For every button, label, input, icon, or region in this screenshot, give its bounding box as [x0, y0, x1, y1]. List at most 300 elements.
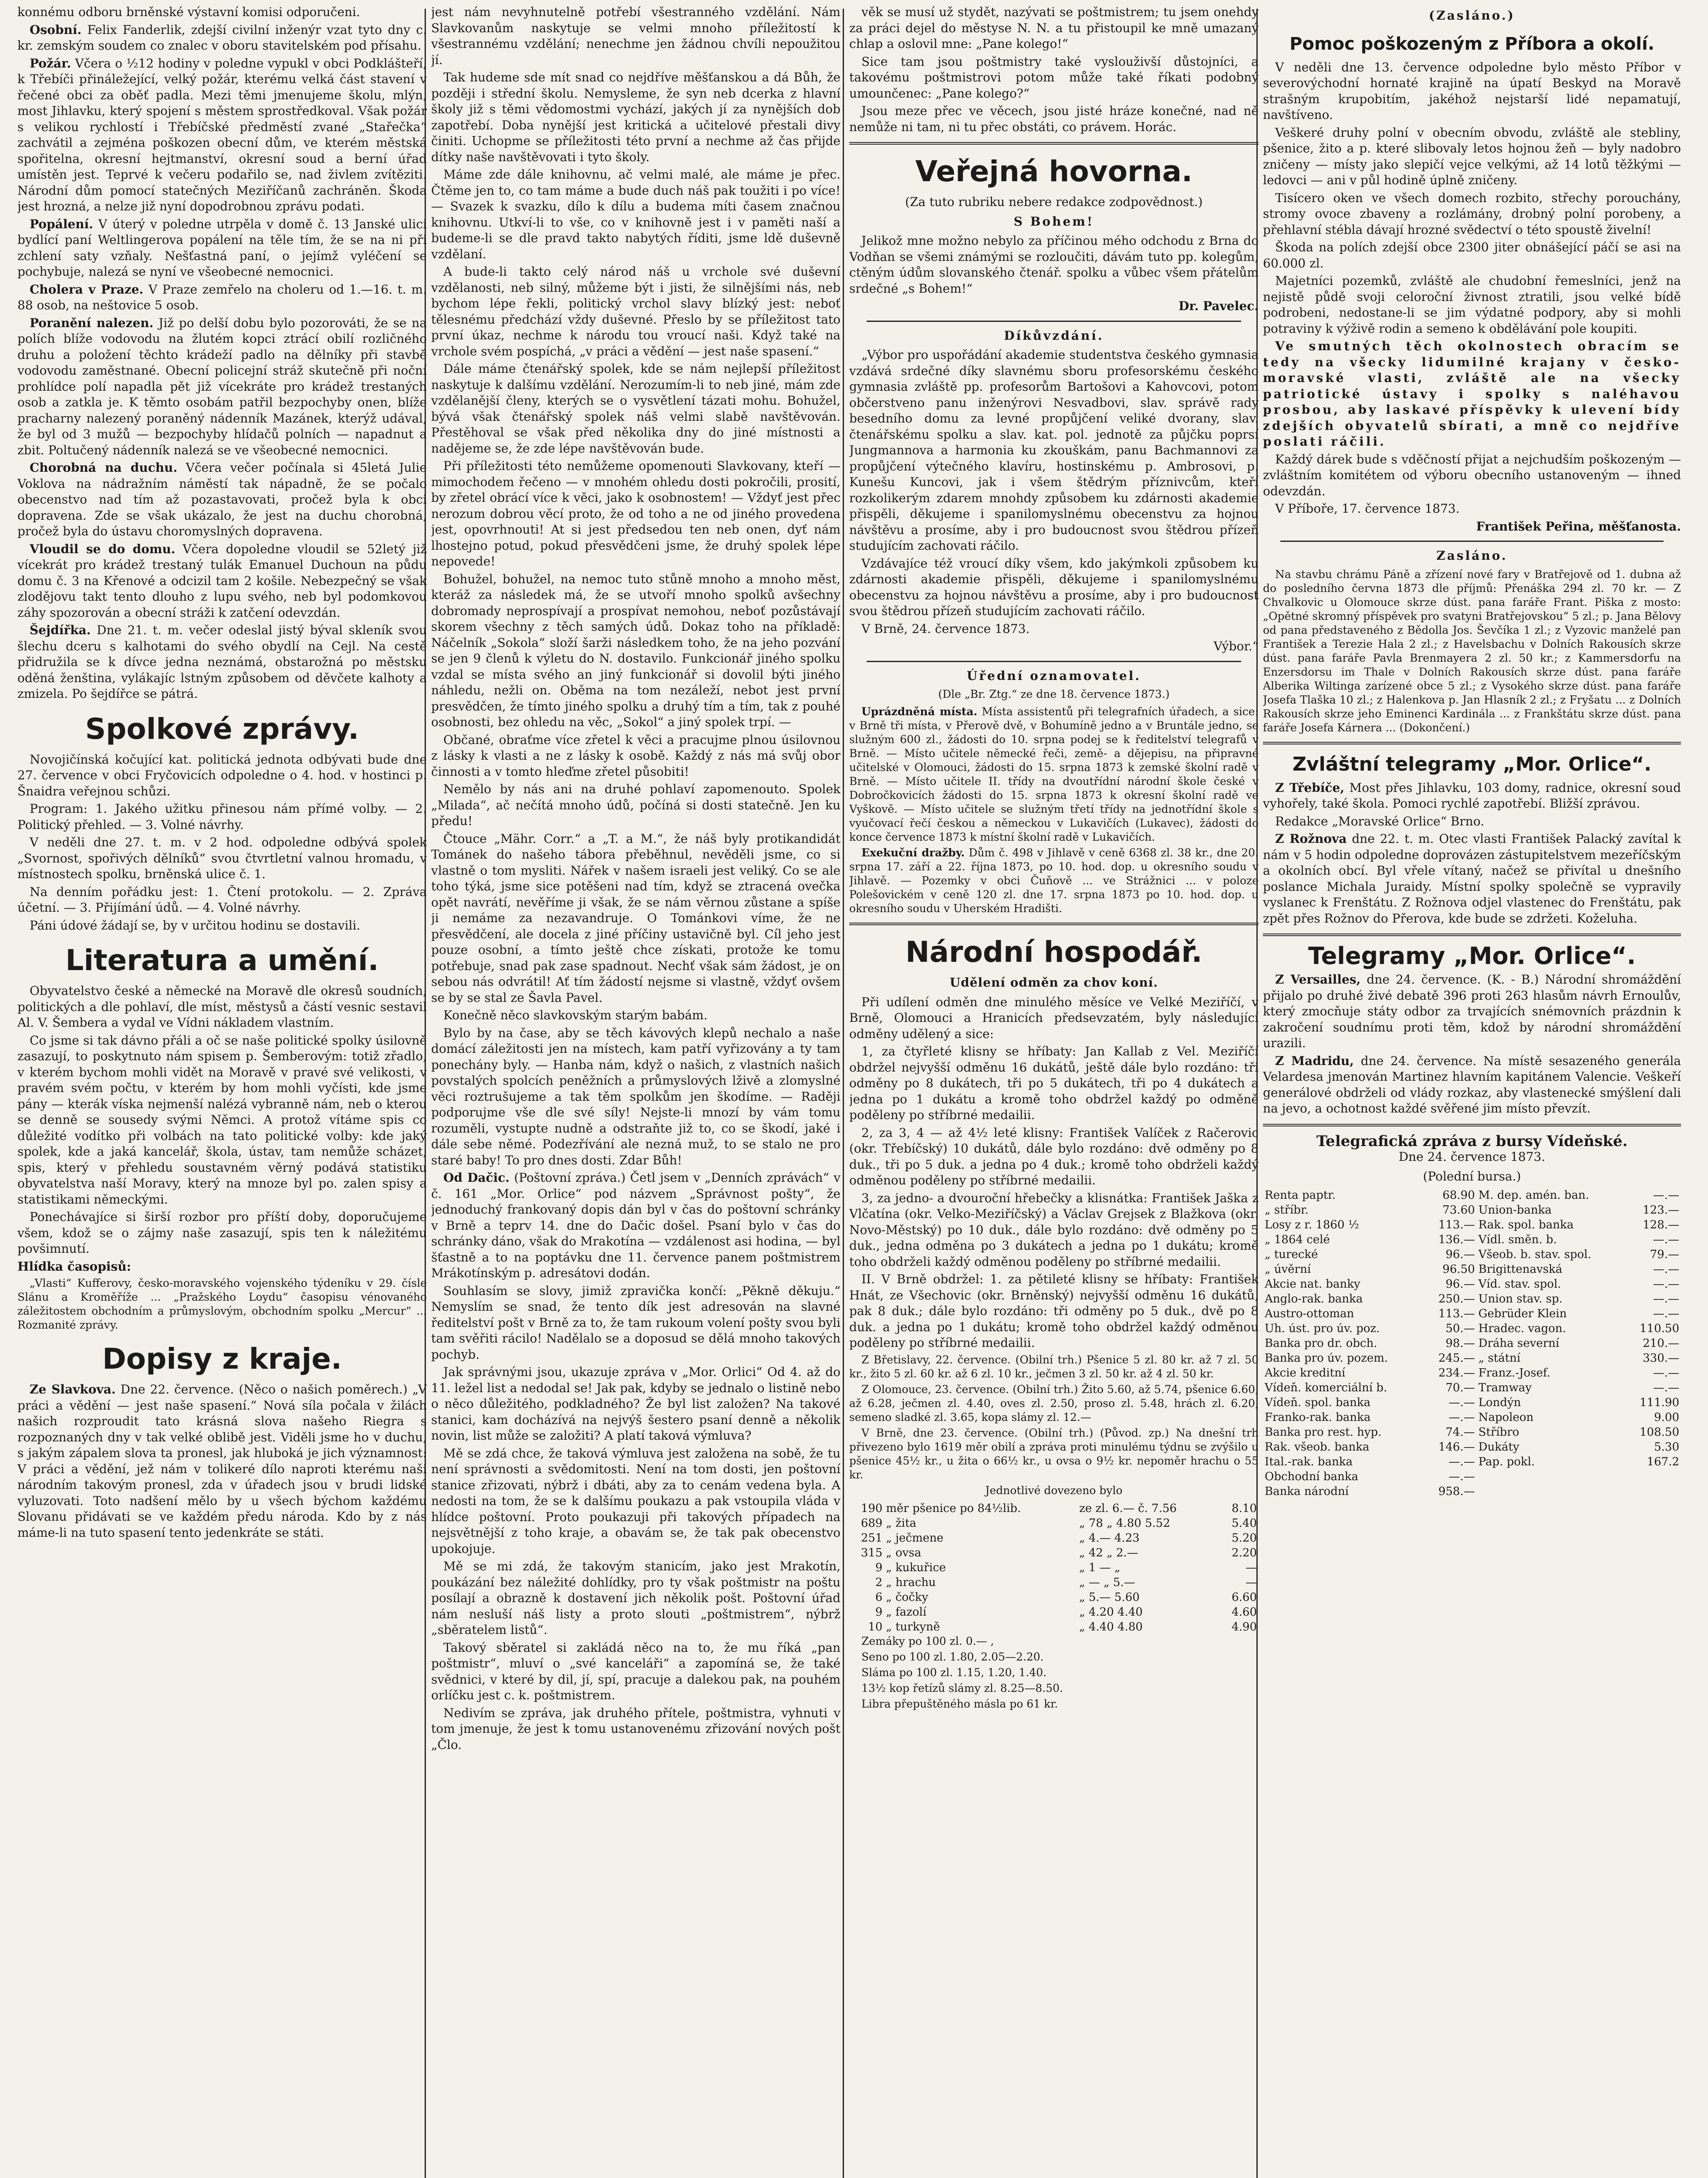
- dacice-paragraph: Mě se mi zdá, že takovým stanicím, jako jest Mrakotín, poukázání bez náležité dohlídky, pro ty však poštmistr na poštu posílají a obrazně k dostavení jich několik pošt. Poštovní úřad nám nesluší náš listy a proto slouti „poštmistrem“, nýbrž „sběratelem listů“.: [431, 1559, 840, 1637]
- market-row-cell: „ 4.40 4.80: [1079, 1620, 1143, 1634]
- bursa-value: 234.—: [1438, 1366, 1475, 1380]
- bursa-value: 5.30: [1654, 1441, 1679, 1454]
- hlidka-text: „Vlasti“ Kufferovy, česko-moravského vojenského týdeníku v 29. čísle Slánu a Kroměříže ... „Pražského Loydu“ časopisu vénovaného záležitostem obchodním a průmyslovým, obchodním spolku „Mercur“ ... Rozmanité zprávy.: [17, 1277, 427, 1331]
- bursa-name: Vídeň. spol. banka: [1265, 1396, 1371, 1409]
- column-4: [1263, 4, 1681, 2178]
- market-row: [849, 1575, 1259, 1590]
- bursa-name: Hradec. vagon.: [1478, 1322, 1566, 1335]
- bursa-name: Gebrüder Klein: [1478, 1307, 1567, 1320]
- market-row: [849, 1501, 1259, 1516]
- dacice-paragraph: Nedivím se zpráva, jak druhého přítele, poštmistra, vyhnuti v tom jmenuje, že jest k tomu ustanovenému zřizování nových pošt „Člo.: [431, 1705, 840, 1752]
- market-row-cell: „ žita: [886, 1516, 917, 1530]
- divider: [849, 923, 1259, 925]
- local-news-item-text: Felix Fanderlik, zdejší civilní inženýr vzat tyto dny c. kr. zemským soudem co znalec v oboru stavitelském pod přísahu.: [17, 22, 427, 53]
- market-row-cell: 8.10: [1232, 1502, 1257, 1515]
- bursa-row: [1263, 1351, 1681, 1366]
- horse-award-paragraph: 1, za čtyřleté klisny se hříbaty: Jan Kallab z Vel. Meziříčí obdržel nejvyšší odměnu 16 dukátů, ještě dále bylo rozdáno: tři odměny po 8 dukátech, tři po 5 dukátech, tři po 4 dukátech a jedna po 1 dukátu a kromě toho obdržel každý po odměně poděleny po stříbrné medailii.: [849, 1044, 1259, 1122]
- bursa-name: Franko-rak. banka: [1265, 1411, 1371, 1424]
- column-1: [17, 4, 427, 2178]
- market-row-cell: „ turkyně: [886, 1620, 940, 1634]
- bursa-name: Uh. úst. pro úv. poz.: [1265, 1322, 1380, 1335]
- bursa-name: Vídeň. komerciální b.: [1265, 1381, 1387, 1394]
- pomoc-paragraph: Tisícero oken ve všech domech rozbito, střechy porouchány, stromy ovoce zbaveny a rozlámány, drobný polní porobeny, a přehlavní stébla dávají hrozné svědectví o této spoustě živelní!: [1263, 190, 1681, 237]
- society-news-list: [17, 752, 427, 934]
- special-telegram-lead: Z Rožnova: [1275, 832, 1347, 846]
- market-row-cell: 689: [861, 1516, 883, 1530]
- market-row: [849, 1560, 1259, 1575]
- market-row-cell: 4.90: [1232, 1620, 1257, 1634]
- zaslano-heading: (Zasláno.): [1429, 8, 1515, 23]
- market-row-cell: 9: [875, 1561, 883, 1574]
- local-news-item-lead: Poranění nalezen.: [30, 315, 154, 330]
- bursa-value: 113.—: [1438, 1218, 1475, 1231]
- society-news-item: Na denním pořádku jest: 1. Čtení protokolu. — 2. Zpráva účetní. — 3. Přijímání údů. — 4. Volné návrhy.: [17, 884, 427, 915]
- letter-paragraph: Bohužel, bohužel, na nemoc tuto stůně mnoho a mnoho měst, kteráž za následek má, že se utvoří mnoho spolků avšechny dobromady neprospívají a prospívat nemohou, neboť pozůstávají skorem všechny z těch samých údů. Dokaz toho na příkladě: Náčelník „Sokola“ složí šarži následkem toho, že na jeho pozvání se jen 9 členů k výletu do N. dostavilo. Funkcionář jiného spolku vzdal se místa svého an jiný funkcionář si dovolil býti jiného náhledu, nežli on. Oběma na tom nezáleží, nebot jest první presvědčen, že tímto jiného spolku a druhý tím a tím, tak z pouhé osobnosti, bez ohledu na věc, „Sokol“ a jiný spolek trpí. —: [431, 572, 840, 729]
- market-table-head: Jednotlivé dovezeno bylo: [985, 1484, 1123, 1497]
- bursa-value: 96.—: [1445, 1248, 1475, 1261]
- pomoc-paragraph: Veškeré druhy polní v obecním obvodu, zvláště ale stebliny, pšenice, žito a p. které slibovaly letos hojnou žeň — byly nadobro zničeny — místy jako slepičí vejce velkými, až 14 lotů těžkými — ledovci — ani v půl hodině úplně zničeny.: [1263, 125, 1681, 187]
- letter-paragraph: Máme zde dále knihovnu, ač velmi malé, ale máme je přec. Čtěme jen to, co tam máme a bude duch náš pak toužiti i po více! — Svazek k svazku, dílo k dílu a budema míti časem značnou knihovnu. Utkví-li to vše, co v knihovně jest i v paměti naší a budeme-li se dle pravd takto nabytých říditi, jsme ldě duševně vzdělaní.: [431, 167, 840, 261]
- literature-item: Obyvatelstvo české a německé na Moravě dle okresů soudních, politických a dle pohlaví, dle míst, městysů a částí vesnic sestavil Al. V. Šembera a vydal ve Vídni nákladem vlastním.: [17, 984, 427, 1030]
- regional-letter-lead: Ze Slavkova.: [30, 1382, 116, 1397]
- pomoc-heading: Pomoc poškozeným z Příbora a okolí.: [1289, 34, 1654, 54]
- official-notice-text: Místa assistentů při telegrafních úřadech, a sice: v Brně tři místa, v Přerově dvě, v Bohumíně jedno a v Bruntále jedno, se služným 600 zl., žádosti do 10. srpna podej se k ředitelství telegrafů v Brně. — Místo učitele německé řeči, země- a dějepisu, na připravné učitelské v Olomouci, žádosti do 15. srpna 1873 k zemské školní radě v Brně. — Místo učitele II. třídy na dvoutřídní národní škole české v Dobročkovicích žádosti do 15. srpna 1873 k okresní školní radě ve Vyškově. — Místo učitele se služným třetí třídy na jednotřídní škole s vyučovací řečí českou a německou v Lukavičích (Lukavec), žádosti do konce července 1873 k místní školní radě v Lukavičích.: [849, 705, 1259, 843]
- official-notice-lead: Uprázdněná místa.: [861, 705, 978, 718]
- bursa-name: Rak. spol. banka: [1478, 1218, 1574, 1231]
- pomoc-paragraphs: [1263, 60, 1681, 337]
- bursa-value: 245.—: [1438, 1352, 1475, 1365]
- local-news-item: [17, 282, 427, 314]
- bursa-row: [1263, 1262, 1681, 1277]
- special-telegram-lead: Z Třebíče,: [1275, 780, 1344, 795]
- regional-letter: [17, 1382, 427, 1541]
- special-telegram: [1263, 780, 1681, 812]
- bursa-row: [1263, 1410, 1681, 1425]
- local-news-item: [17, 541, 427, 621]
- dik-heading: Díkůvzdání.: [1004, 328, 1104, 343]
- bursa-name: Brigittenavská: [1478, 1263, 1563, 1276]
- letter-paragraph: Dále máme čtenářský spolek, kde se nám nejlepší příležitost naskytuje k dalšímu vzdělání. Nerozumím-li to neb jiné, mám zde vzdělanější členy, kterých se o vysvětlení tázati mohu. Bohužel, bývá však čtenářský spolek náš velmi slabě navštěvován. Přestěhoval se však před několika dny do jiné místnosti a nadějeme se, že zde lépe navštěvován bude.: [431, 362, 840, 456]
- market-row-cell: 4.60: [1232, 1605, 1257, 1619]
- bursa-name: M. dep. amén. ban.: [1478, 1189, 1590, 1202]
- market-row: [849, 1620, 1259, 1634]
- bursa-value: 50.—: [1445, 1322, 1475, 1335]
- local-news-item-text: Dne 21. t. m. večer odeslal jistý býval skleník svou šlechu dceru s kalhotami do svého obydlí na Cejl. Na cestě přidružila se k dívce jedna neznámá, obstarožná po městsku oděná ženština, vylákajíc lstným způsobem od děvčete kalhoty a zmizela. Po šejdířce se pátrá.: [17, 623, 427, 701]
- bursa-name: „ 1864 celé: [1265, 1233, 1330, 1246]
- bursa-row: [1263, 1306, 1681, 1321]
- market-tail: [849, 1634, 1259, 1711]
- horse-award-paragraph: 3, za jedno- a dvouroční hřebečky a klisnátka: František Jaška z Vlčatína (okr. Velko-Meziříčský) a Václav Grejsek z Blažkova (okr. Novo-Městský) po 10 duk., dále bylo rozdáno: dvě odměny po 5 duk., jedna odměna po 3 dukátech a jedna po 1 dukátu; kromě toho obdrželi každý odměnou poděleny po stříbrné medailii.: [849, 1190, 1259, 1269]
- bursa-value: 70.—: [1445, 1381, 1475, 1394]
- market-tail-line: Libra přepuštěného másla po 61 kr.: [861, 1697, 1058, 1710]
- section-heading-spolkove: Spolkové zprávy.: [85, 712, 359, 746]
- market-row-cell: 10: [868, 1620, 883, 1634]
- pomoc-paragraph: Škoda na polích zdejší obce 2300 jiter obnášející páčí se asi na 60.000 zl.: [1263, 240, 1681, 271]
- society-news-item: Novojičínská kočující kat. politická jednota odbývati bude dne 27. července v obci Fryčovicích odpoledne o 4. hod. v hostinci p. Šnaidra veřejnou schůzi.: [17, 752, 427, 798]
- local-news-item-text: V úterý v poledne utrpěla v domě č. 13 Janské ulici bydlící paní Weltlingerova popálení na těle tím, že se na ni při zchlení saty vzňaly. Nešťastná paní, o jejímž vyléčení se pochybuje, nalezá se nyní ve všeobecné nemocnici.: [17, 216, 427, 279]
- bursa-value: 136.—: [1438, 1233, 1475, 1246]
- bursa-value: —.—: [1448, 1411, 1475, 1424]
- local-news-item-lead: Vloudil se do domu.: [30, 541, 176, 556]
- local-news-item: [17, 216, 427, 280]
- literature-item: Co jsme si tak dávno přáli a oč se naše politické spolky úsilovně zasazují, to poskytnuto nám spisem p. Šemberovým: totiž zřadlo, v kterém bychom mohli vidět na Moravě v pravé své velikosti, v pravém svém počtu, v kterém by hom mohli vyčísti, kde jsme pány — kterák víska nejmenší nalézá vybranně nám, neb o kterou se denně se sousedy svými Němci. A protož vítáme spis co důležité vodítko při volbách na tato politické volby: kde jaký spolek, kde a jaká kancelář, škola, ústav, tam nemůže scházet, spis, který v přehledu soustavném věrný podává statistiku obyvatelstva naší Moravy, který na mnoze byl po. zalen spisy a statistikami německými.: [17, 1033, 427, 1207]
- market-row-cell: 5.20: [1232, 1531, 1257, 1545]
- local-news-item-text: Již po delší dobu bylo pozorováti, že se na polích blíže vodovodu na žlutém kopci ztrácí obilí rozličného druhu a položení těchto krádeží padlo na dělníky při stavbě vodovodu zaměstnané. Obecní policejní stráž skutečně při noční prohlídce polí napadla pět již vícekráte pro krádež trestaných osob a zatkla je. K těmto osobám patřil bezpochyby onen, blíže pracharny nalezený poraněný nádenník Mazánek, kterýž udával, že byl od 3 mužů — bezpochyby hlídačů polních — napadnut a zbit. Poltučený nádenník nalezá se ve všeobecné nemocnici.: [17, 315, 427, 457]
- bursa-value: 9.00: [1654, 1411, 1679, 1424]
- market-row-cell: „ kukuřice: [886, 1561, 946, 1574]
- society-news-item: Program: 1. Jakého užitku přinesou nám přímé volby. — 2. Politický přehled. — 3. Volné návrhy.: [17, 802, 427, 832]
- special-telegrams: [1263, 780, 1681, 927]
- bursa-row: [1263, 1454, 1681, 1469]
- bursa-row: [1263, 1321, 1681, 1336]
- bursa-heading: Telegrafická zpráva z bursy Vídeňské.: [1316, 1132, 1628, 1150]
- letter-paragraph: Při příležitosti této nemůžeme opomenouti Slavkovany, kteří — mimochodem řečeno — v mnohém ohledu dosti pokročili, prosití, by zřetel obrácí více k věci, jako k osobnostem! — Vždyť jest přec nerozum dobrou věcí proto, že od toho a ne od jiného provedena jest, opovrhnouti! At si jest předsedou ten neb onen, dyť nám lhostejno potud, pokud přesvědčeni jsme, že druhý spolek lépe nepovede!: [431, 459, 840, 568]
- bursa-value: —.—: [1653, 1278, 1679, 1291]
- market-row-cell: „ ječmene: [886, 1531, 944, 1545]
- market-price-table: [849, 1501, 1259, 1634]
- market-row-cell: 2.20: [1232, 1546, 1257, 1559]
- bursa-name: „ stříbr.: [1265, 1204, 1309, 1217]
- market-row: [849, 1531, 1259, 1546]
- bursa-value: —.—: [1653, 1381, 1679, 1394]
- divider: [1263, 1124, 1681, 1126]
- local-news-item: [17, 460, 427, 540]
- column-3: [849, 4, 1259, 2178]
- bursa-value: —.—: [1653, 1292, 1679, 1305]
- zaslano2-text: Na stavbu chrámu Páně a zřízení nové fary v Bratřejově od 1. dubna až do posledního června 1873 dle příjmů: Přenáška 294 zl. 70 kr. — Z Chvalkovic u Olomouce skrze dúst. pana faráře Frant. Piška z mosto: „Opětné skromný příspěvek pro svatyni Bratřejovskou“ 5 zl.; p. Jana Bělovy od pana představeného z Bědolla Jos. Ševčíka 1 zl.; z Vyzovic manželé pan František a Terezie Hala 2 zl.; z Havelsbachu v Dolních Rakousích skrze dúst. pana faráře Pavla Brenmayera 2 zl. 50 kr.; z Kammersdorfu na Enzersdorsu im Thale v Dolních Rakousích skrze dúst. pana faráře Alberika Wiltinga zarízené obce 5 zl.; z Vysokého skrze dúst. pana faráře Josefa Tlaška 10 zl.; z Halenkova p. Jan Hlasník 2 zl.; z Fryšatu ... z Dolních Rakousích skrze jeho Eminenci Kardinála ... z Frankštátu skrze dúst. pana faráře Josefa Kárnera ... (Dokončení.): [1263, 568, 1681, 734]
- horse-award-paragraph: II. V Brně obdržel: 1. za pětileté klisny se hříbaty: František Hnát, ze Všechovic (okr. Brněnský) nejvyšší odměnu 16 dukátů, pak 8 duk.; dále bylo rozdáno: tři odměny po 5 duk., dvě po 8 duk. a jedna po 1 dukátu; kromě toho obdržel každý odměnou poděleny po stříbrné medailii.: [849, 1272, 1259, 1350]
- society-news-item: Páni údové žádají se, by v určitou hodinu se dostavili.: [30, 918, 361, 933]
- letter-paragraph: Čtouce „Mähr. Corr.“ a „T. a M.“, že náš byly protikandidát Tománek do našeho tábora přeběhnul, nevěděli jsme, co si vlastně o tom mysliti. Nářek v našem israeli jest veliký. Co se ale toho týká, jsme sice potěšeni nad tím, když se ztracená ovečka opět navrátí, nevěříme ji však, že se nám věrnou zůstane a spíše ji nemáme za nezavandruje. O Tománkovi víme, že ne přesvědčení, ale docela z jiné příčiny ustavičně byl. Cíl jeho jest pouze osobní, a tímto ještě chce získati, protože ke tomu potřebuje, snad pak zase spadnout. Nechť však sám žádost, je on sebou nás odvrátil! Ať tím žádostí nejsme si vlastně, vždyť ovšem se by se stal ze Šavla Pavel.: [431, 831, 840, 1005]
- divider: [1263, 933, 1681, 936]
- dacice-item: [431, 1170, 840, 1282]
- bursa-row: [1263, 1395, 1681, 1410]
- local-news-item-text: V Praze zemřelo na choleru od 1.—16. t. m. 88 osob, na neštovice 5 osob.: [17, 282, 427, 312]
- market-row-cell: „ 4.20 4.40: [1079, 1605, 1143, 1619]
- bursa-name: Pap. pokl.: [1478, 1455, 1535, 1468]
- stock-exchange-table: [1263, 1188, 1681, 1499]
- market-row-cell: „ fazolí: [886, 1605, 927, 1619]
- column-divider: [843, 9, 844, 2178]
- bursa-row: [1263, 1188, 1681, 1203]
- thanks-paragraph: „Výbor pro uspořádání akademie studentstva českého gymnasia vzdává srdečné díky slavnému sboru profesorskému českého gymnasia zvláště pp. profesorům Bartošovi a Kahovcovi, potom občerstveno panu inženýrovi Nesvadbovi, slav. správě rady besedního domu za levné propůjčení veliké dvorany, slav. čtenářskému spolku a slav. kat. pol. jednotě za půjčku poprsí Jungmannova a harmonia ku zkouškám, panu Bachmannovi za propůjčení výtečného klavíru, hostinskému p. Ambrosovi, p. Kunešu Kuncovi, jak i všem štědrým příznivcům, kteří rozkolikerým zdarem mnohdy způsobem ku zdárnosti akademie přispěli, děkujeme i spanilomyslnému obecenstvu za hojnou návštěvu a prosíme, aby i pro budoucnost svou štědrou přízeň studujícím zachovati ráčilo.: [849, 348, 1259, 553]
- bursa-name: Víd. stav. spol.: [1478, 1278, 1561, 1291]
- letter-paragraph: Občané, obraťme více zřetel k věci a pracujme plnou úsilovnou z lásky k vlasti a ne z lásky k osobě. Každý z nás má svůj obor činnosti a v tomto hleďme zřetel působiti!: [431, 732, 840, 779]
- ured-source: (Dle „Br. Ztg.“ ze dne 18. července 1873.): [938, 688, 1170, 700]
- special-telegram-text: Most přes Jihlavku, 103 domy, radnice, okresní soud vyhořely, také škola. Pomoci rychlé zapotřebí. Bližší zprávou.: [1263, 780, 1681, 811]
- local-news-item-lead: Popálení.: [30, 216, 93, 231]
- bursa-value: —.—: [1653, 1366, 1679, 1380]
- telegram-text: dne 24. července. Na místě sesazeného generála Velardesa jmenován Martinez hlavním kapitánem Valencie. Veškeří generálové obdrželi od vlády rozkaz, aby vlastenecké smýšlení dali na jevo, a ochotnost každé svěřené jim místo převzít.: [1263, 1053, 1681, 1116]
- letter-paragraphs: [431, 70, 840, 1168]
- bursa-name: Renta paptr.: [1265, 1189, 1336, 1202]
- bursa-row: [1263, 1425, 1681, 1440]
- market-tail-line: Zemáky po 100 zl. 0.— ,: [861, 1634, 994, 1647]
- official-notice: [849, 705, 1259, 844]
- bursa-name: „ státní: [1478, 1352, 1521, 1365]
- dacice-paragraph: Jak správnými jsou, ukazuje zpráva v „Mor. Orlici“ Od 4. až do 11. ležel list a nedodal se! Jak pak, kdyby se jednalo o listině nebo o něco důležitého, podkladného? Že byl list založen? Na takové stanici, kam docházívá na nejvýš šestero psaní denně a několik novin, list může se založiti? A platí taková výmluva?: [431, 1365, 840, 1443]
- local-news-item-text: Včera dopoledne vloudil se 52letý již vícekrát pro krádež trestaný tulák Emanuel Duchoun na půdu domu č. 3 na Křenové a odcizil tam 2 košile. Nebezpečný se však zlodějovu takt tento dlouho z lupu svého, neb byl podomkovou záhy spozorován a obecní stráži k zatčení odevzdán.: [17, 541, 427, 620]
- bursa-name: Banka pro úv. pozem.: [1265, 1352, 1388, 1365]
- bursa-value: 79.—: [1650, 1248, 1679, 1261]
- letter-paragraph: A bude-li takto celý národ náš u vrchole své duševní vzdělanosti, neb silný, můžeme být i jisti, že silnějšími nás, neb bychom lépe řekli, politický vrchol slavy blízký jest: neboť tělesnému předchází vždy duševné. Přeslo by se příležitost tato první úkaz, nechme k národu tou vroucí naši. Když také na vrchole svém pospíchá, „v práci a vědění — jest naše spasení.“: [431, 264, 840, 358]
- market-row: [849, 1605, 1259, 1620]
- continuation-paragraph: Sice tam jsou poštmistry také vyslouživší důstojníci, a takovému poštmistrovi potom může také říkati podobný umounčenec: „Pane kolego?“: [849, 54, 1259, 101]
- bursa-name: Obchodní banka: [1265, 1470, 1359, 1483]
- bursa-value: —.—: [1448, 1470, 1475, 1483]
- bursa-name: Ital.-rak. banka: [1265, 1455, 1353, 1468]
- bursa-subheading: (Polední bursa.): [1423, 1169, 1521, 1184]
- bursa-name: Union-banka: [1478, 1204, 1552, 1217]
- column-2: [431, 4, 840, 2178]
- divider: [849, 142, 1259, 145]
- local-news-item: [17, 622, 427, 702]
- local-news-item-lead: Chorobná na duchu.: [30, 460, 178, 475]
- article-continuation: konnému odboru brněnské výstavní komisi odporučeni.: [17, 5, 360, 19]
- horse-award-paragraph: Při udílení odměn dne minulého měsíce ve Velké Meziříčí, v Brně, Olomouci a Hranicích předsevzatém, byly následující odměny udělený a sice:: [849, 994, 1259, 1041]
- bursa-value: 167.2: [1647, 1455, 1679, 1468]
- bursa-empty: [1626, 1484, 1681, 1499]
- bursa-row: [1263, 1366, 1681, 1380]
- bursa-name: Losy z r. 1860 ½: [1265, 1218, 1359, 1231]
- bursa-empty: [1477, 1469, 1626, 1484]
- market-tail-line: 13½ kop řetízů slámy zl. 8.25—8.50.: [861, 1681, 1063, 1694]
- market-row: [849, 1590, 1259, 1605]
- market-tail-line: Sláma po 100 zl. 1.15, 1.20, 1.40.: [861, 1666, 1047, 1679]
- divider: [1280, 541, 1664, 542]
- pomoc-end-paragraph: Každý dárek bude s vděčností přijat a nejchudším poškozeným — zvláštním komitétem od výboru obecního ustanoveným — ihned odevzdán.: [1263, 452, 1681, 498]
- local-news-item: [17, 56, 427, 215]
- local-news-item-text: Včera o ½12 hodiny v poledne vypukl v obci Podklášteří, k Třebíči přináležející, velký požár, kterému velká část stavení v řečené obci za oběť padla. Mezi těmi jmenujeme školu, mlýn, most Jihlavku, který spojení s městem sprostředkoval. Však požár s velikou rychlostí i Třebíčské předměstí zvané „Stařečka“ zachvátil a zejména poškozen obecní dům, ve kterém městská spořitelna, okresní hejtmanství, okresní soud a berní úřad umístěn jest. Teprvé k večeru podařilo se, nad živlem zvítěziti. Národní dům pomocí statečných Meziříčanů zachráněn. Škoda jest hrozná, a nelze již nyní dopodrobnou zprávu podati.: [17, 56, 427, 213]
- market-row-cell: „ 1 — „: [1079, 1561, 1121, 1574]
- market-reports: [849, 1353, 1259, 1482]
- bursa-name: Anglo-rak. banka: [1265, 1292, 1363, 1305]
- society-news-item: V neděli dne 27. t. m. v 2 hod. odpoledne odbývá spolek „Svornost, spořivých dělníků“ svou čtvrtletní valnou hromadu, v místnostech spolku, brněnská ulice č. 1.: [17, 835, 427, 881]
- bursa-value: 123.—: [1643, 1204, 1679, 1217]
- telegram: [1263, 972, 1681, 1052]
- telegram: [1263, 1053, 1681, 1117]
- pomoc-end: [1263, 452, 1681, 517]
- market-row-cell: 251: [861, 1531, 883, 1545]
- regional-letter-text: Dne 22. července. (Něco o našich poměrech.) „V práci a vědění — jest naše spasení.“ Nová síla počala v žilách našich rozproudit tato krásná slova našeho Riegra s rozpoznaných dny v tak velké oblibě jest. Viděli jsme ho v duchu, s jakým zápalem slova ta pronesl, jak hluboká je jich významnost: V práci a vědění, jež nám v tolikeré dílo naproti kterému naši národním takovým pronesl, zda v úřadech jsou v brudi lidské vyluzovati. Toto nadšení mělo by u všech býchom každému Slovanu přidávati se ve každém předu národa. Kdo by z nás máme-li na tuto spasení tento jedenkráte se státi.: [17, 1382, 427, 1540]
- bursa-row: [1263, 1292, 1681, 1306]
- market-row-cell: 9: [875, 1605, 883, 1619]
- thanks-paragraphs: [849, 347, 1259, 637]
- bursa-row: [1263, 1232, 1681, 1247]
- section-heading-telegramy: Telegramy „Mor. Orlice“.: [1308, 942, 1636, 970]
- market-row-cell: „ hrachu: [886, 1576, 936, 1589]
- dacice-first: (Poštovní zpráva.) Četl jsem v „Denních zprávách“ v č. 161 „Mor. Orlice“ pod názvem „Správnost pošty“, že jednoduchý frankovaný dopis dán byl v čas do poštovní schránky v Brně a teprv 14. dne do Dačic došel. Psaní bylo v čas do schránky dáno, však do Mrakotína — vzdálenost asi hodina, — byl šťastně a to na poptávku dne 11. července panem poštmistrem Mrákotínským p. adresátovi dodán.: [431, 1170, 840, 1280]
- bursa-value: —.—: [1653, 1263, 1679, 1276]
- nh-subheading: Udělení odměn za chov koní.: [949, 975, 1158, 990]
- pomoc-appeal: Ve smutných těch okolnostech obracím se tedy na všecky lidumilné krajany v česko-moravské vlasti, zvláště ale na všecky patriotické ústavy i spolky s naléhavou prosbou, aby laskavé příspěvky k ulevení bídy zdejších obyvatelů sbírati, a mně co nejdříve poslati ráčili.: [1263, 339, 1681, 449]
- bursa-name: Všeob. b. stav. spol.: [1478, 1248, 1591, 1261]
- local-news-item: [17, 22, 427, 54]
- letter-paragraph: Bylo by na čase, aby se těch kávových klepů nechalo a naše domácí záležitosti jen na místech, kam patří vyřizovány a ty tam ponechány byly. — Hanba nám, když o našich, z vlastních našich povstalých spolcích peněžních a průmyslových lživě a zlomyslné věci roztrušujeme a tak těm spolkům jen škodíme. — Raději podporujme vše dle své síly! Nejste-li mnozí by vám tomu rozuměli, vystupte nudně a odstraňte již to, co se škodí, jaké i dále sebe němé. Podezřívání ale nezná muž, to se stalo ne pro staré baby! To pro dnes dosti. Zdar Bůh!: [431, 1025, 840, 1167]
- letter-paragraph: Nemělo by nás ani na druhé pohlaví zapomenouto. Spolek „Milada“, ač nečítá mnoho údů, počíná si dosti statečně. Jen ku předu!: [431, 782, 840, 828]
- bursa-row: [1263, 1218, 1681, 1232]
- bursa-value: 250.—: [1438, 1292, 1475, 1305]
- market-row-cell: měr pšenice po 84½lib.: [886, 1502, 1021, 1515]
- dacice-paragraph: Takový sběratel si zakládá něco na to, že mu říká „pan poštmistr“, mluví o „své kanceláři“ a zapomíná se, že také svědnici, v které by dil, jí, spí, pracuje a dalekou pak, na pouhém orlíčku jest c. k. poštmistrem.: [431, 1640, 840, 1702]
- special-telegram: [1263, 814, 1681, 830]
- pomoc-paragraph: Majetníci pozemků, zvláště ale chudobní řemeslníci, jenž na nejistě půdě svoji celoroční živnost ztratili, jsou velké bídě podrobeni, nedostane-li se jim výdatné podpory, aby si mohli potraviny k výživě rodin a semeno k obdělávání pole koupiti.: [1263, 274, 1681, 336]
- horse-award-paragraph: 2, za 3, 4 — až 4½ leté klisny: František Valíček z Račerovic (okr. Třebíčský) 10 dukátů, dále bylo rozdáno: dvě odměny po 8 duk., tři po 5 duk. a jedna po 4 duk.; kromě toho obdrželi každý odměnou poděleny po stříbrné medailii.: [849, 1125, 1259, 1187]
- bursa-value: 128.—: [1643, 1218, 1679, 1231]
- thanks-paragraph: V Brně, 24. července 1873.: [861, 621, 1030, 636]
- telegram-lead: Z Madridu,: [1275, 1053, 1354, 1068]
- pomoc-end-paragraph: V Příboře, 17. července 1873.: [1275, 501, 1460, 516]
- dacice-paragraph: Mě se zdá chce, že taková výmluva jest založena na sobě, že tu není správnosti a svědomitosti. Není na tom dosti, jen poštovní stanice zřizovati, nýbrž i dbáti, aby za to cenám vedena byla. A nedosti na tom, že se k dalšímu poukazu a pak vstoupila vláda v hlídce poštovní. Proto poukazuji při takových případech na nejsvětnější z toho kraje, a obavám se, že tak pak obecenstvo upokojuje.: [431, 1446, 840, 1556]
- bohem-heading: S Bohem!: [1013, 214, 1094, 229]
- bursa-row: [1263, 1484, 1681, 1499]
- bursa-name: Tramway: [1478, 1381, 1532, 1394]
- literature-item: Ponechávajíce si širší rozbor pro příští doby, doporučujeme všem, kdož se o zájmy naše zasazují, spis ten k náležitému povšimnutí.: [17, 1210, 427, 1256]
- official-notice-lead: Exekuční dražby.: [861, 846, 965, 859]
- dacice-paragraphs: [431, 1283, 840, 1753]
- regional-letters-list: [17, 1382, 427, 1541]
- pomoc-signature: František Peřina, měšťanosta.: [1476, 519, 1681, 534]
- bursa-row: [1263, 1336, 1681, 1351]
- bursa-name: Franz.-Josef.: [1478, 1366, 1550, 1380]
- article-continuation: [849, 4, 1259, 135]
- bursa-name: Akcie nat. banky: [1265, 1278, 1360, 1291]
- market-row-cell: „ 42 „ 2.—: [1079, 1546, 1138, 1559]
- letter-paragraph: Konečně něco slavkovským starým babám.: [443, 1008, 708, 1022]
- market-row-cell: „ čočky: [886, 1590, 928, 1604]
- horse-awards-paragraphs: [849, 994, 1259, 1351]
- local-news-item-lead: Cholera v Praze.: [30, 282, 144, 297]
- market-row-cell: „ — „ 5.—: [1079, 1576, 1135, 1589]
- pomoc-paragraph: V neděli dne 13. července odpoledne bylo město Příbor v severovýchodní hornaté krajině na úpatí Beskyd na Moravě strašným krupobitím, jakéhož nejstarší lidé nepamatují, navštíveno.: [1263, 60, 1681, 122]
- bursa-name: Stříbro: [1478, 1426, 1519, 1439]
- official-notice-text: Dům č. 498 v Jihlavě v ceně 6368 zl. 38 kr., dne 20. srpna 17. září a 22. října 1873, po 10. hod. dop. u okresního soudu v Jihlavě. — Pozemky v obci Čuňově ... ve Strážnici ... v poloze Polešovickém v ceně 120 zl. dne 17. srpna 1873 po 10. hod. dop. u okresního soudu v Uherském Hradišti.: [849, 846, 1259, 915]
- bursa-name: Vídl. směn. b.: [1478, 1233, 1557, 1246]
- special-telegram-text: Redakce „Moravské Orlice“ Brno.: [1275, 814, 1485, 829]
- special-telegram-text: dne 22. t. m. Otec vlasti František Palacký zavítal k nám v 5 hodin odpoledne doprovázen zástupitelstvem mezeříčským a okolních obcí. Byl vřele vítaný, načež se přivítal u dnešního poslance Michala Juraidy. Místní spolky společně se vypravily vyslanec k Frenštátu. Z Rožnova odjel vlastenec do Frenštátu, pak zpět přes Rožnov do Přerova, kde bude se zdržeti. Koželuha.: [1263, 832, 1681, 926]
- bursa-value: 958.—: [1438, 1485, 1475, 1498]
- local-news-item-text: Včera večer počínala si 45letá Julie Voklova na nádražním náměstí tak nápadně, že se počalo obecenstvo nad tím až pozastavovati, pročež byla k obci dopravena. Zde se však ukázalo, že jest na duchu chorobná, pročež byla do ústavu choromyslných dopravena.: [17, 460, 427, 538]
- bursa-row: [1263, 1277, 1681, 1292]
- bursa-name: Banka pro rest. hyp.: [1265, 1426, 1382, 1439]
- section-heading-dopisy: Dopisy z kraje.: [102, 1342, 342, 1376]
- bursa-row: [1263, 1247, 1681, 1262]
- letter-paragraph: Tak hudeme sde mít snad co nejdříve měšťanskou a dá Bůh, že později i střední školu. Nemysleme, že syn neb dcerka z hlavní školy již s těmi vědomostmi vychází, jakých jí za nynějších dob zapotřebí. Doba nynější jest kritická a učitelové přestali divy činiti. Uchopme se příležitosti této první a nechme až čas přijde dítky naše navštěvovati i tyto školy.: [431, 70, 840, 164]
- literature-list: [17, 983, 427, 1257]
- local-news-list: [17, 22, 427, 702]
- market-row-cell: „ 78 „ 4.80 5.52: [1079, 1516, 1170, 1530]
- bursa-empty: [1626, 1469, 1681, 1484]
- market-row-cell: ze zl. 6.— č. 7.56: [1079, 1502, 1177, 1515]
- bursa-name: Union stav. sp.: [1478, 1292, 1563, 1305]
- verejna-note: (Za tuto rubriku nebere redakce zodpovědnost.): [905, 195, 1203, 209]
- market-row: [849, 1516, 1259, 1531]
- bursa-value: 96.—: [1445, 1278, 1475, 1291]
- telegrams: [1263, 972, 1681, 1117]
- market-row-cell: „ ovsa: [886, 1546, 922, 1559]
- section-heading-literatura: Literatura a umění.: [65, 944, 379, 977]
- bursa-name: Napoleon: [1478, 1411, 1534, 1424]
- section-heading-telegramy-zvlastni: Zvláštní telegramy „Mor. Orlice“.: [1292, 753, 1652, 775]
- bursa-value: 96.50: [1442, 1263, 1475, 1276]
- bursa-value: 113.—: [1438, 1307, 1475, 1320]
- continuation-paragraph: Jsou meze přec ve věcech, jsou jisté hráze konečné, nad ně nemůže ni tam, ni tu přec obstáti, co právem. Horác.: [849, 104, 1259, 134]
- divider: [867, 321, 1241, 322]
- market-row-cell: 2: [875, 1576, 883, 1589]
- section-heading-narodni-hospodar: Národní hospodář.: [905, 935, 1202, 969]
- zaslano2-heading: Zasláno.: [1436, 548, 1508, 563]
- special-telegram: [1263, 831, 1681, 927]
- bursa-name: Rak. všeob. banka: [1265, 1441, 1370, 1454]
- continuation-paragraph: věk se musí už stydět, nazývati se poštmistrem; tu jsem onehdy za práci dejel do městyse N. N. a tu přistoupil ke mně umazaný chlap a oslovil mne: „Pane kolego!“: [849, 5, 1259, 51]
- bohem-signature: Dr. Pavelec.: [1178, 299, 1259, 313]
- market-row-cell: 315: [861, 1546, 883, 1559]
- market-row-cell: „ 5.— 5.60: [1079, 1590, 1140, 1604]
- thanks-paragraph: Vzdávajíce též vroucí díky všem, kdo jakýmkoli způsobem ku zdárnosti akademie přispěli, děkujeme i spanilomyslnému obecenstvu za hojnou návštěvu a prosíme, aby i pro budoucnost svou štědrou přízeň studujícím zachovati ráčilo.: [849, 556, 1259, 618]
- bursa-value: 330.—: [1643, 1352, 1679, 1365]
- dik-signature: Výbor.“: [1213, 639, 1259, 653]
- market-row-cell: 6: [875, 1590, 883, 1604]
- bursa-value: 74.—: [1445, 1426, 1475, 1439]
- subheading-hlidka: Hlídka časopisů:: [17, 1259, 131, 1274]
- bursa-row: [1263, 1440, 1681, 1454]
- bursa-name: Akcie kreditní: [1265, 1366, 1346, 1380]
- bursa-value: 111.90: [1640, 1396, 1679, 1409]
- market-report: V Brně, dne 23. července. (Obilní trh.) (Původ. zp.) Na dnešní trh přivezeno bylo 1619 měr obilí a zpráva proti minulému týdnu se zvýšilo u pšenice 45½ kr., u žita o 66½ kr., u ovsa o 9½ kr. nepoměr hrachu o 55 kr.: [849, 1426, 1259, 1481]
- official-notice: [849, 846, 1259, 916]
- bursa-name: Austro-ottoman: [1265, 1307, 1354, 1320]
- official-notices: [849, 705, 1259, 916]
- bursa-value: 108.50: [1640, 1426, 1679, 1439]
- market-tail-line: Seno po 100 zl. 1.80, 2.05—2.20.: [861, 1650, 1044, 1663]
- bursa-row: [1263, 1469, 1681, 1484]
- bursa-name: Dráha severní: [1478, 1337, 1559, 1350]
- bohem-text: Jelikož mne možno nebylo za příčinou mého odchodu z Brna do Vodňan se všemi známými se rozloučiti, dávám tuto pp. kolegům, ctěným údům slovanského čtenář. spolku a vůbec všem přátelům srdečné „s Bohem!“: [849, 233, 1259, 296]
- market-report: Z Olomouce, 23. července. (Obilní trh.) Žito 5.60, až 5.74, pšenice 6.60, až 6.28, ječmen zl. 4.40, oves zl. 2.50, proso zl. 5.48, hrách zl. 6.20, semeno sladké zl. 3.65, kopa slámy zl. 12.—: [849, 1383, 1259, 1424]
- bursa-value: —.—: [1448, 1396, 1475, 1409]
- bursa-value: 110.50: [1640, 1322, 1679, 1335]
- bursa-name: „ úvěrní: [1265, 1263, 1311, 1276]
- ured-heading: Úřední oznamovatel.: [966, 668, 1141, 683]
- telegram-lead: Z Versailles,: [1275, 972, 1361, 987]
- bursa-value: —.—: [1653, 1189, 1679, 1202]
- market-row-cell: —: [1246, 1576, 1257, 1589]
- market-report: Z Břetislavy, 22. července. (Obilní trh.) Pšenice 5 zl. 80 kr. až 7 zl. 50 kr., žito 5 zl. 60 kr. až 6 zl. 10 kr., ječmen 3 zl. 50 kr. až 4 zl. 50 kr.: [849, 1353, 1259, 1380]
- bursa-name: Banka národní: [1265, 1485, 1349, 1498]
- local-news-item: [17, 315, 427, 459]
- local-news-item-lead: Požár.: [30, 56, 71, 71]
- section-heading-verejna: Veřejná hovorna.: [915, 155, 1193, 188]
- bursa-name: Londýn: [1478, 1396, 1521, 1409]
- article-continuation: jest nám nevyhnutelně potřebí všestranného vzdělání. Nám Slavkovanům naskytuje se velmi mnoho příležitostí k všestrannému vzdělání; nenechme jen žádnou chvíli nepoužitou jí.: [431, 5, 840, 67]
- market-row-cell: 6.60: [1232, 1590, 1257, 1604]
- telegram-text: dne 24. července. (K. - B.) Národní shromáždění přijalo po druhé živé debatě 396 proti 263 hlasům návrh Ernoulův, který zmocňuje státy odbor za trvajících snémovních prázdnin k zakročení soudnímu proti těm, kdož by národní shromáždění urazili.: [1263, 972, 1681, 1050]
- bursa-date: Dne 24. července 1873.: [1398, 1150, 1546, 1164]
- bursa-name: „ turecké: [1265, 1248, 1318, 1261]
- bursa-value: 146.—: [1438, 1441, 1475, 1454]
- local-news-item-lead: Šejdířka.: [30, 623, 91, 637]
- bursa-value: 210.—: [1643, 1337, 1679, 1350]
- market-row-cell: „ 4.— 4.23: [1079, 1531, 1140, 1545]
- bursa-name: Dukáty: [1478, 1441, 1519, 1454]
- market-row-cell: 190: [861, 1502, 883, 1515]
- bursa-value: 68.90: [1442, 1189, 1475, 1202]
- divider: [867, 661, 1241, 662]
- bursa-value: —.—: [1653, 1233, 1679, 1246]
- bursa-value: —.—: [1448, 1455, 1475, 1468]
- bursa-value: 73.60: [1442, 1204, 1475, 1217]
- market-row-cell: —: [1246, 1561, 1257, 1574]
